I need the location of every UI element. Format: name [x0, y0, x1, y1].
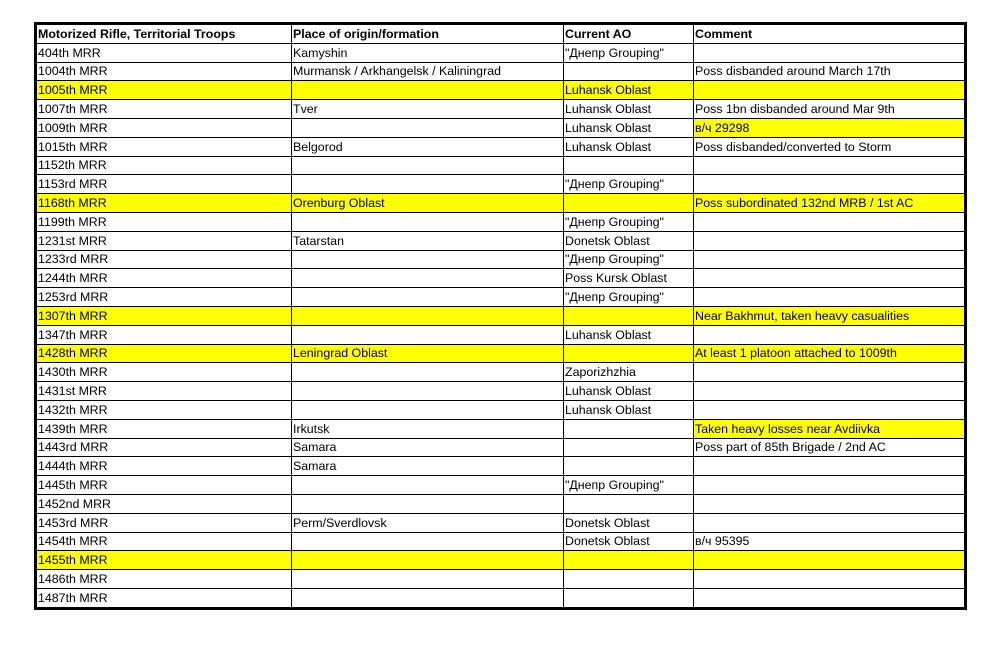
table-row [36, 457, 966, 476]
comment-cell [694, 457, 966, 476]
origin-cell [292, 306, 564, 325]
comment-cell [694, 212, 966, 231]
unit-cell: 1009th MRR [36, 118, 292, 137]
table-row [36, 494, 966, 513]
current-ao-cell: Donetsk Oblast [564, 532, 694, 551]
comment-cell [694, 588, 966, 608]
current-ao-cell: Luhansk Oblast [564, 325, 694, 344]
origin-cell [292, 175, 564, 194]
unit-cell: 1454th MRR [36, 532, 292, 551]
table-row [36, 382, 966, 401]
comment-cell [694, 325, 966, 344]
unit-cell: 1199th MRR [36, 212, 292, 231]
table-row [36, 194, 966, 213]
origin-cell [292, 250, 564, 269]
table-row [36, 570, 966, 589]
origin-cell [292, 476, 564, 495]
header-unit: Motorized Rifle, Territorial Troops [36, 24, 292, 44]
comment-cell [694, 400, 966, 419]
origin-cell [292, 494, 564, 513]
table-row [36, 306, 966, 325]
comment-cell: в/ч 95395 [694, 532, 966, 551]
origin-cell [292, 269, 564, 288]
origin-cell: Belgorod [292, 137, 564, 156]
table-row [36, 532, 966, 551]
origin-cell [292, 382, 564, 401]
unit-cell: 1347th MRR [36, 325, 292, 344]
table-row [36, 419, 966, 438]
current-ao-cell: Luhansk Oblast [564, 400, 694, 419]
unit-cell: 404th MRR [36, 43, 292, 62]
current-ao-cell [564, 438, 694, 457]
origin-cell: Orenburg Oblast [292, 194, 564, 213]
unit-cell: 1439th MRR [36, 419, 292, 438]
current-ao-cell [564, 570, 694, 589]
origin-cell [292, 532, 564, 551]
comment-cell [694, 570, 966, 589]
comment-cell [694, 382, 966, 401]
comment-cell [694, 43, 966, 62]
origin-cell [292, 588, 564, 608]
unit-cell: 1004th MRR [36, 62, 292, 81]
comment-cell: в/ч 29298 [694, 118, 966, 137]
comment-cell [694, 156, 966, 175]
table-row [36, 400, 966, 419]
unit-cell: 1443rd MRR [36, 438, 292, 457]
table-row [36, 269, 966, 288]
table-row [36, 551, 966, 570]
comment-cell: Poss disbanded around March 17th [694, 62, 966, 81]
unit-cell: 1455th MRR [36, 551, 292, 570]
origin-cell: Leningrad Oblast [292, 344, 564, 363]
origin-cell: Samara [292, 457, 564, 476]
current-ao-cell [564, 419, 694, 438]
origin-cell: Tatarstan [292, 231, 564, 250]
unit-cell: 1253rd MRR [36, 288, 292, 307]
table-row [36, 363, 966, 382]
comment-cell [694, 175, 966, 194]
table-row [36, 231, 966, 250]
unit-cell: 1444th MRR [36, 457, 292, 476]
current-ao-cell: "Днепр Grouping" [564, 175, 694, 194]
current-ao-cell [564, 156, 694, 175]
unit-cell: 1007th MRR [36, 100, 292, 119]
table-row [36, 438, 966, 457]
current-ao-cell: Luhansk Oblast [564, 137, 694, 156]
unit-cell: 1005th MRR [36, 81, 292, 100]
current-ao-cell: "Днепр Grouping" [564, 288, 694, 307]
unit-cell: 1453rd MRR [36, 513, 292, 532]
origin-cell [292, 156, 564, 175]
comment-cell [694, 231, 966, 250]
table-row [36, 588, 966, 608]
table-row [36, 212, 966, 231]
unit-cell: 1244th MRR [36, 269, 292, 288]
current-ao-cell [564, 306, 694, 325]
table-body [36, 43, 966, 608]
origin-cell [292, 118, 564, 137]
current-ao-cell: Luhansk Oblast [564, 81, 694, 100]
current-ao-cell: Luhansk Oblast [564, 100, 694, 119]
unit-cell: 1432th MRR [36, 400, 292, 419]
table-row [36, 325, 966, 344]
current-ao-cell [564, 194, 694, 213]
units-table [34, 22, 967, 610]
origin-cell: Perm/Sverdlovsk [292, 513, 564, 532]
current-ao-cell [564, 344, 694, 363]
unit-cell: 1307th MRR [36, 306, 292, 325]
unit-cell: 1486th MRR [36, 570, 292, 589]
table-row [36, 156, 966, 175]
current-ao-cell [564, 588, 694, 608]
table-row [36, 288, 966, 307]
unit-cell: 1487th MRR [36, 588, 292, 608]
unit-cell: 1152th MRR [36, 156, 292, 175]
unit-cell: 1452nd MRR [36, 494, 292, 513]
current-ao-cell: "Днепр Grouping" [564, 250, 694, 269]
current-ao-cell: Poss Kursk Oblast [564, 269, 694, 288]
comment-cell [694, 513, 966, 532]
comment-cell: Poss subordinated 132nd MRB / 1st AC [694, 194, 966, 213]
table-row [36, 513, 966, 532]
current-ao-cell: "Днепр Grouping" [564, 476, 694, 495]
origin-cell [292, 400, 564, 419]
comment-cell [694, 269, 966, 288]
origin-cell [292, 363, 564, 382]
origin-cell: Samara [292, 438, 564, 457]
comment-cell: Near Bakhmut, taken heavy casualities [694, 306, 966, 325]
origin-cell [292, 325, 564, 344]
origin-cell: Tver [292, 100, 564, 119]
current-ao-cell: Donetsk Oblast [564, 513, 694, 532]
origin-cell [292, 288, 564, 307]
unit-cell: 1153rd MRR [36, 175, 292, 194]
table-row [36, 43, 966, 62]
table-row [36, 81, 966, 100]
unit-cell: 1233rd MRR [36, 250, 292, 269]
origin-cell [292, 212, 564, 231]
unit-cell: 1231st MRR [36, 231, 292, 250]
header-origin: Place of origin/formation [292, 24, 564, 44]
current-ao-cell: Luhansk Oblast [564, 382, 694, 401]
origin-cell: Kamyshin [292, 43, 564, 62]
current-ao-cell: Donetsk Oblast [564, 231, 694, 250]
table-row [36, 175, 966, 194]
unit-cell: 1168th MRR [36, 194, 292, 213]
current-ao-cell [564, 62, 694, 81]
comment-cell [694, 250, 966, 269]
origin-cell: Irkutsk [292, 419, 564, 438]
table-container [34, 22, 967, 610]
current-ao-cell [564, 494, 694, 513]
current-ao-cell: "Днепр Grouping" [564, 43, 694, 62]
current-ao-cell [564, 457, 694, 476]
comment-cell: Poss disbanded/converted to Storm [694, 137, 966, 156]
comment-cell: Poss 1bn disbanded around Mar 9th [694, 100, 966, 119]
unit-cell: 1445th MRR [36, 476, 292, 495]
origin-cell [292, 570, 564, 589]
table-row [36, 250, 966, 269]
table-header-row [36, 24, 966, 44]
table-row [36, 137, 966, 156]
header-current-ao: Current AO [564, 24, 694, 44]
current-ao-cell: Luhansk Oblast [564, 118, 694, 137]
table-row [36, 62, 966, 81]
unit-cell: 1015th MRR [36, 137, 292, 156]
header-comment: Comment [694, 24, 966, 44]
comment-cell [694, 551, 966, 570]
current-ao-cell: "Днепр Grouping" [564, 212, 694, 231]
comment-cell [694, 494, 966, 513]
unit-cell: 1431st MRR [36, 382, 292, 401]
table-row [36, 100, 966, 119]
current-ao-cell: Zaporizhzhia [564, 363, 694, 382]
comment-cell [694, 363, 966, 382]
comment-cell: Poss part of 85th Brigade / 2nd AC [694, 438, 966, 457]
current-ao-cell [564, 551, 694, 570]
origin-cell: Murmansk / Arkhangelsk / Kaliningrad [292, 62, 564, 81]
comment-cell [694, 288, 966, 307]
table-row [36, 476, 966, 495]
comment-cell: At least 1 platoon attached to 1009th [694, 344, 966, 363]
table-row [36, 344, 966, 363]
table-row [36, 118, 966, 137]
origin-cell [292, 81, 564, 100]
comment-cell: Taken heavy losses near Avdiivka [694, 419, 966, 438]
comment-cell [694, 476, 966, 495]
origin-cell [292, 551, 564, 570]
unit-cell: 1428th MRR [36, 344, 292, 363]
comment-cell [694, 81, 966, 100]
unit-cell: 1430th MRR [36, 363, 292, 382]
